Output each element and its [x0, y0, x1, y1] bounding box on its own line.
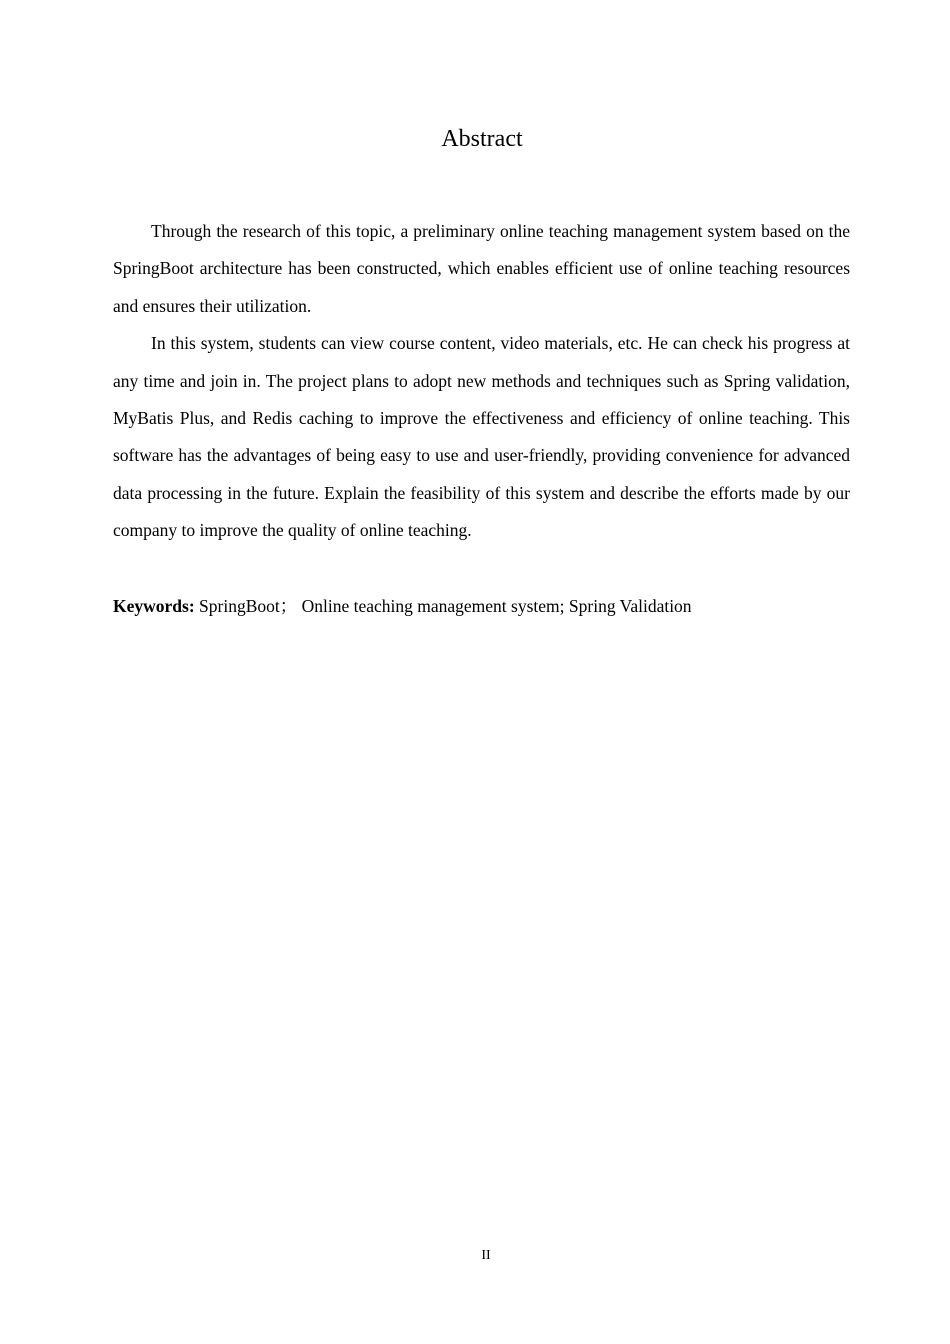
abstract-paragraph-2: In this system, students can view course content, video materials, etc. He can check his progress at any time and join in. The project plans to adopt new methods and techniques such as Spring validation, MyBatis Plus, and Redis caching to improve the effectiveness and efficiency of online teaching. This software has the advantages of being easy to use and user-friendly, providing convenience for advanced data processing in the future. Explain the feasibility of this system and describe the efforts made by our company to improve the quality of online teaching. [113, 333, 850, 541]
page-number: II [481, 1248, 491, 1263]
abstract-body [113, 213, 850, 550]
abstract-paragraph-1: Through the research of this topic, a preliminary online teaching management system based on the SpringBoot architecture has been constructed, which enables efficient use of online teaching resources and ensures their utilization. [113, 221, 850, 316]
abstract-title: Abstract [441, 126, 523, 152]
keywords-label: Keywords: [113, 596, 195, 616]
keywords-text: SpringBoot； Online teaching management system; Spring Validation [194, 596, 692, 616]
keywords-line [113, 591, 850, 621]
